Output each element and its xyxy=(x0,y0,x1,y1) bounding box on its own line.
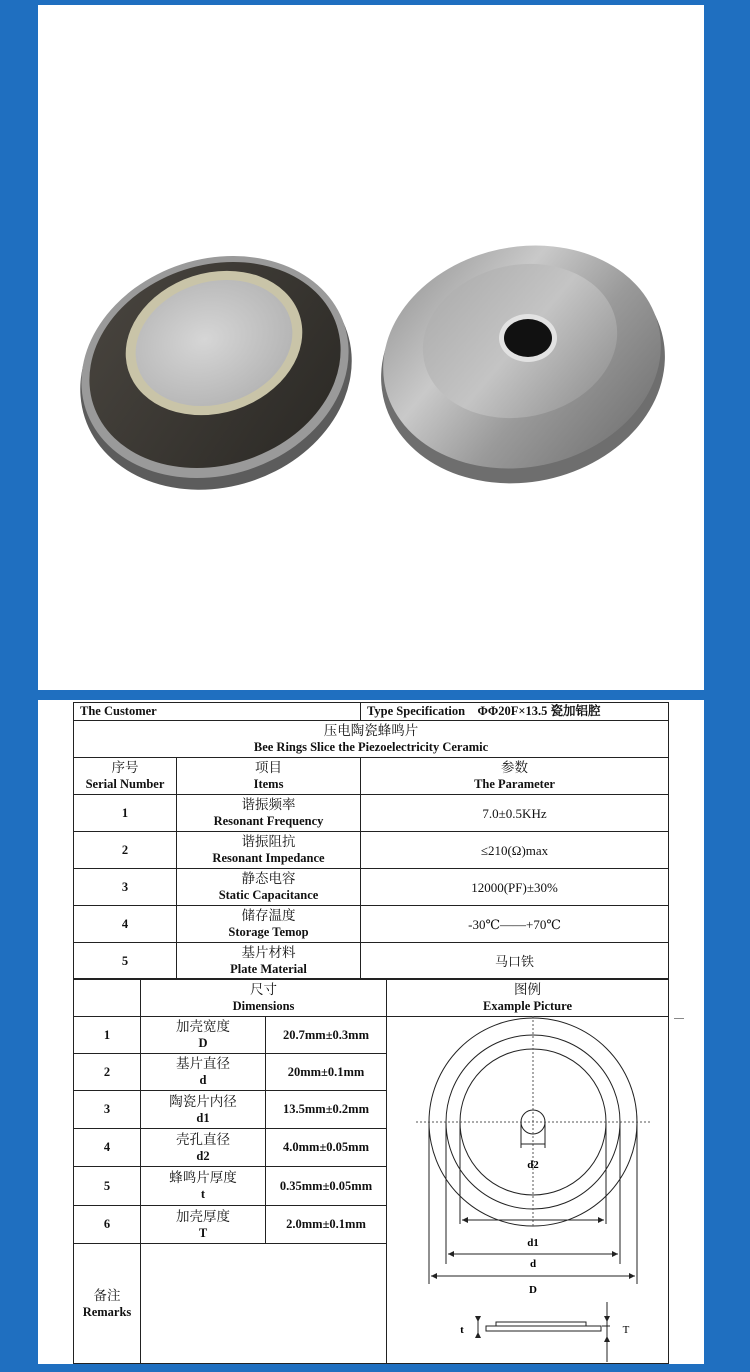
table-row: 4 壳孔直径 d2 4.0mm±0.05mm xyxy=(74,1129,669,1167)
table-row: 2 谐振阻抗 Resonant Impedance ≤210(Ω)max xyxy=(74,832,669,869)
table-row: 4 储存温度 Storage Temop -30℃——+70℃ xyxy=(74,906,669,943)
type-specification xyxy=(361,703,669,721)
remarks-content xyxy=(141,1244,387,1364)
table-row: 2 基片直径 d 20mm±0.1mm xyxy=(74,1054,669,1091)
table-row: 6 加壳厚度 T 2.0mm±0.1mm xyxy=(74,1206,669,1244)
type-label: Type Specification xyxy=(367,704,466,718)
title-zh: 压电陶瓷蜂鸣片 xyxy=(323,723,419,738)
buzzer-photo-illustration xyxy=(38,5,704,690)
table-row: 3 陶瓷片内径 d1 13.5mm±0.2mm xyxy=(74,1091,669,1129)
product-photo xyxy=(38,5,704,690)
type-value: ΦΦ20F×13.5 瓷加铝腔 xyxy=(477,704,601,718)
header-row xyxy=(74,758,669,795)
label-d1: d1 xyxy=(527,1237,539,1249)
table-row: 1 谐振频率 Resonant Frequency 7.0±0.5KHz xyxy=(74,795,669,832)
buzzer-back-side xyxy=(359,220,687,509)
remarks-label: 备注 Remarks xyxy=(74,1244,141,1364)
table-row: 5 基片材料 Plate Material 马口铁 xyxy=(74,943,669,980)
profile-plate xyxy=(486,1326,601,1331)
table-row: 5 蜂鸣片厚度 t 0.35mm±0.05mm xyxy=(74,1167,669,1206)
title-en: Bee Rings Slice the Piezoelectricity Ceramic xyxy=(253,740,489,754)
dimensions-header: 尺寸 Dimensions xyxy=(141,979,387,1017)
label-T: T xyxy=(622,1324,630,1336)
label-d: d xyxy=(529,1258,537,1270)
table-row: 3 静态电容 Static Capacitance 12000(PF)±30% xyxy=(74,869,669,906)
table-row: 1 加壳宽度 D 20.7mm±0.3mm xyxy=(74,1017,669,1054)
label-d2: d2 xyxy=(527,1159,539,1171)
margin-tick xyxy=(674,1018,684,1019)
profile-ceramic xyxy=(496,1322,586,1326)
example-picture-header: 图例 Example Picture xyxy=(387,979,669,1017)
dimension-diagram xyxy=(386,1016,668,1364)
sheet-title xyxy=(74,721,669,758)
parameter-table xyxy=(73,702,669,980)
customer-label: The Customer xyxy=(74,703,361,721)
parameter-header: 参数 The Parameter xyxy=(361,758,669,795)
dimensions-header-row xyxy=(74,979,669,1017)
label-D: D xyxy=(529,1284,537,1296)
items-header: 项目 Items xyxy=(177,758,361,795)
buzzer-front-side xyxy=(50,222,382,524)
specification-sheet xyxy=(38,700,704,1364)
label-t: t xyxy=(460,1324,464,1336)
serial-header: 序号 Serial Number xyxy=(74,758,177,795)
